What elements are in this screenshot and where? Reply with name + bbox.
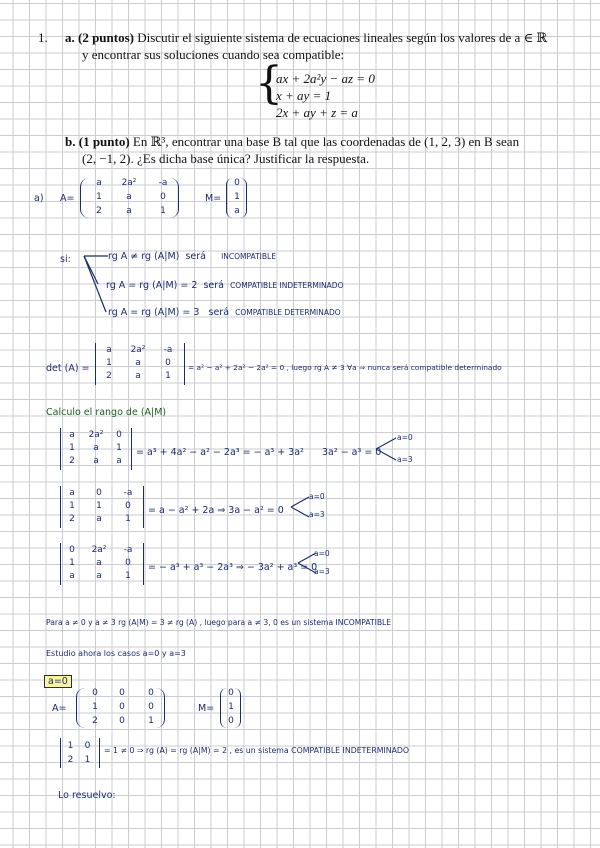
minor2-expansion: = a − a² + 2a ⇒ 3a − a² = 0 bbox=[148, 505, 284, 516]
matrix-cell: 0 bbox=[69, 545, 75, 555]
minor1-matrix bbox=[62, 430, 128, 466]
matrix-cell: a bbox=[69, 571, 75, 581]
matrix-cell: 0 bbox=[84, 741, 91, 751]
vector-cell: a bbox=[234, 206, 240, 216]
matrix-cell: 2 bbox=[67, 755, 74, 765]
vector-M-label: M= bbox=[205, 193, 222, 204]
matrix-cell: 1 bbox=[165, 371, 171, 381]
matrix-A0-label: A= bbox=[52, 703, 67, 714]
matrix-cell: a bbox=[93, 443, 99, 453]
matrix-cell: 0 bbox=[165, 358, 171, 368]
matrix-cell: a bbox=[96, 558, 102, 568]
case-1-condition: rg A ≠ rg (A|M) bbox=[108, 251, 180, 262]
matrix-A0 bbox=[84, 688, 164, 726]
matrix-cell: 0 bbox=[119, 702, 125, 712]
conclusion: Para a ≠ 0 y a ≠ 3 rg (A|M) = 3 ≠ rg (A) , luego para a ≠ 3, 0 es un sistema INCOMPATIBLE bbox=[46, 618, 392, 627]
matrix-cell: 1 bbox=[84, 755, 91, 765]
equation-1: ax + 2a²y − az = 0 bbox=[276, 71, 375, 86]
vector-M-paren-right bbox=[240, 178, 247, 218]
matrix-cell: a bbox=[93, 456, 99, 466]
matrix-cell: 0 bbox=[119, 716, 125, 726]
minor2-root-1: a=0 bbox=[309, 492, 325, 501]
minor3-root-2: a=3 bbox=[314, 567, 330, 576]
matrix-cell: 2a² bbox=[121, 178, 137, 188]
minor1-root-2: a=3 bbox=[397, 455, 413, 464]
case-2-result: COMPATIBLE INDETERMINADO bbox=[230, 281, 344, 290]
part-a-statement bbox=[65, 30, 585, 46]
case-3 bbox=[108, 307, 341, 318]
matrix-cell: -a bbox=[163, 345, 173, 355]
minor1-root-1: a=0 bbox=[397, 433, 413, 442]
matrix-cell: 2 bbox=[96, 206, 102, 216]
matrix-cell: 0 bbox=[148, 702, 154, 712]
det-matrix bbox=[97, 345, 181, 381]
vector-cell: 1 bbox=[228, 702, 234, 712]
minor1-equation: 3a² − a³ = 0 bbox=[322, 447, 382, 458]
minor3-expansion: = − a³ + a³ − 2a³ ⇒ − 3a² + a³ = 0 bbox=[148, 562, 318, 573]
matrix-cell: 1 bbox=[125, 514, 131, 524]
matrix-cell: 2 bbox=[69, 456, 75, 466]
matrix-cell: a bbox=[135, 371, 141, 381]
part-a-text-1: Discutir el siguiente sistema de ecuaciones lineales según los valores de a ∈ ℝ bbox=[137, 30, 548, 45]
minor0-expansion: = 1 ≠ 0 ⇒ rg (A) = rg (A|M) = 2 , es un sistema COMPATIBLE INDETERMINADO bbox=[104, 746, 410, 755]
study-cases: Estudio ahora los casos a=0 y a=3 bbox=[46, 649, 186, 658]
matrix-cell: 1 bbox=[96, 192, 102, 202]
part-b-text-2: (2, −1, 2). ¿Es dicha base única? Justificar la respuesta. bbox=[82, 151, 370, 166]
matrix-A0-paren-right bbox=[156, 688, 165, 728]
matrix-cell: 1 bbox=[106, 358, 112, 368]
case-2-condition: rg A = rg (A|M) = 2 bbox=[106, 280, 198, 291]
case-3-result: COMPATIBLE DETERMINADO bbox=[235, 308, 341, 317]
system-brace: { bbox=[255, 58, 283, 109]
part-b-label: b. bbox=[65, 134, 76, 149]
matrix-cell: 0 bbox=[119, 688, 125, 698]
det-label: det (A) = bbox=[46, 363, 90, 374]
case-1-word: será bbox=[185, 251, 206, 262]
case-1-result: INCOMPATIBLE bbox=[221, 252, 276, 261]
matrix-cell: 0 bbox=[125, 558, 131, 568]
vector-cell: 0 bbox=[228, 688, 234, 698]
matrix-cell: 1 bbox=[160, 206, 166, 216]
case-a0-box: a=0 bbox=[44, 675, 72, 688]
matrix-cell: a bbox=[69, 488, 75, 498]
case-3-word: será bbox=[208, 307, 230, 318]
matrix-cell: 1 bbox=[69, 501, 75, 511]
matrix-cell: 2 bbox=[92, 716, 98, 726]
matrix-cell: a bbox=[126, 192, 132, 202]
case-3-condition: rg A = rg (A|M) = 3 bbox=[108, 307, 200, 318]
matrix-cell: 1 bbox=[116, 443, 122, 453]
matrix-cell: -a bbox=[158, 178, 168, 188]
si-label: si: bbox=[60, 254, 71, 265]
matrix-cell: a bbox=[116, 456, 122, 466]
matrix-cell: 0 bbox=[125, 501, 131, 511]
equation-2: x + ay = 1 bbox=[276, 88, 332, 103]
case-1 bbox=[108, 251, 276, 262]
minor0-matrix bbox=[62, 741, 96, 765]
vector-M0-paren-right bbox=[234, 688, 241, 728]
rank-title: Calculo el rango de (A|M) bbox=[46, 407, 167, 418]
matrix-cell: 2 bbox=[69, 514, 75, 524]
matrix-cell: 0 bbox=[92, 688, 98, 698]
matrix-cell: 1 bbox=[69, 558, 75, 568]
matrix-cell: 0 bbox=[148, 688, 154, 698]
vector-cell: 0 bbox=[234, 178, 240, 188]
matrix-cell: 2a² bbox=[88, 430, 104, 440]
matrix-A-paren-right bbox=[170, 178, 179, 218]
matrix-cell: a bbox=[126, 206, 132, 216]
part-b-statement bbox=[65, 134, 585, 150]
matrix-cell: 1 bbox=[92, 702, 98, 712]
matrix-cell: 1 bbox=[67, 741, 74, 751]
minor2-branch bbox=[289, 494, 311, 520]
minor1-branch bbox=[374, 434, 398, 464]
matrix-cell: 0 bbox=[116, 430, 122, 440]
solution-a-label: a) bbox=[34, 193, 44, 204]
matrix-cell: a bbox=[69, 430, 75, 440]
part-b-text-1: En ℝ³, encontrar una base B tal que las coordenadas de (1, 2, 3) en B sean bbox=[132, 134, 520, 149]
solve-label: Lo resuelvo: bbox=[58, 790, 116, 801]
det-expansion: = a² − a² + 2a² − 2a² = 0 , luego rg A ≠ 3 ∀a ⇒ nunca será compatible determinado bbox=[188, 363, 502, 372]
case-2-word: será bbox=[203, 280, 225, 291]
matrix-A-label: A= bbox=[60, 193, 75, 204]
matrix-cell: a bbox=[106, 345, 112, 355]
equation-3: 2x + ay + z = a bbox=[276, 105, 358, 120]
case-2 bbox=[106, 280, 343, 291]
matrix-cell: a bbox=[96, 514, 102, 524]
matrix-A bbox=[88, 178, 178, 216]
problem-number: 1. bbox=[38, 30, 48, 45]
part-b-points: (1 punto) bbox=[78, 134, 130, 149]
minor1-expansion: = a³ + 4a² − a² − 2a³ = − a³ + 3a² bbox=[136, 447, 304, 458]
part-a-points: (2 puntos) bbox=[78, 30, 134, 45]
part-a-text-2: y encontrar sus soluciones cuando sea compatible: bbox=[82, 47, 345, 62]
matrix-cell: 1 bbox=[69, 443, 75, 453]
matrix-cell: 2 bbox=[106, 371, 112, 381]
minor3-matrix bbox=[62, 545, 140, 581]
matrix-cell: 0 bbox=[160, 192, 166, 202]
vector-M0-label: M= bbox=[198, 703, 215, 714]
matrix-cell: 0 bbox=[96, 488, 102, 498]
matrix-cell: 2a² bbox=[91, 545, 107, 555]
minor2-root-2: a=3 bbox=[309, 510, 325, 519]
part-a-label: a. bbox=[65, 30, 75, 45]
matrix-cell: a bbox=[96, 571, 102, 581]
matrix-cell: 1 bbox=[148, 716, 154, 726]
vector-cell: 0 bbox=[228, 716, 234, 726]
matrix-cell: a bbox=[135, 358, 141, 368]
minor3-root-1: a=0 bbox=[314, 549, 330, 558]
vector-cell: 1 bbox=[234, 192, 240, 202]
matrix-cell: -a bbox=[123, 545, 133, 555]
matrix-cell: a bbox=[96, 178, 102, 188]
minor2-matrix bbox=[62, 488, 140, 524]
matrix-cell: 1 bbox=[96, 501, 102, 511]
matrix-cell: 2a² bbox=[130, 345, 146, 355]
matrix-cell: -a bbox=[123, 488, 133, 498]
matrix-cell: 1 bbox=[125, 571, 131, 581]
